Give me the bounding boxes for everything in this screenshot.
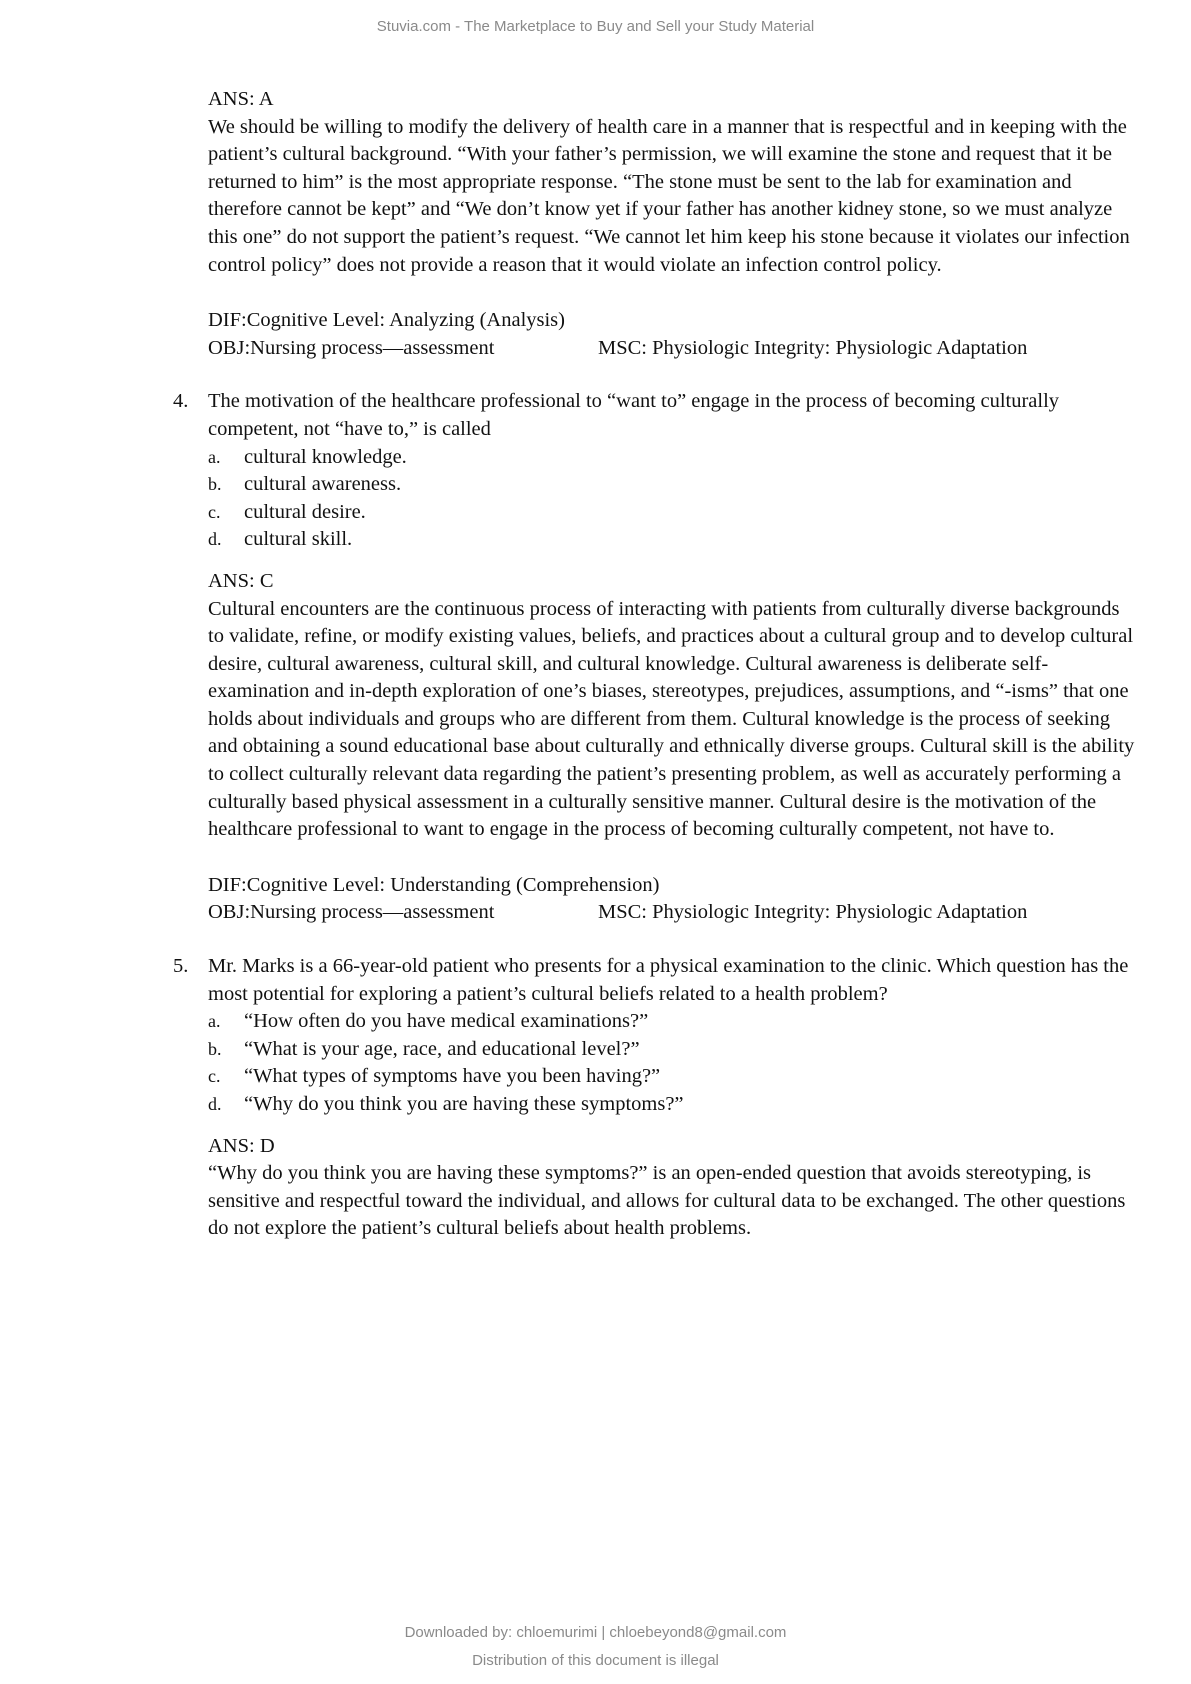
option-letter: b. (208, 474, 222, 495)
footer-distribution-notice: Distribution of this document is illegal (472, 1652, 719, 1669)
question-4 (173, 388, 1138, 927)
option-c-q5 (208, 1063, 1138, 1091)
question-number-4: 4. (173, 390, 189, 413)
answer-block-q3 (208, 86, 1138, 362)
rationale-q3: We should be willing to modify the delivery of health care in a manner that is respectful and in keeping with the patient’s cultural background. “With your father’s permission, we will examine the stone and request that it be returned to him” is the most appropriate response. “The stone must be sent to the lab for examination and therefore cannot be kept” and “We don’t know yet if your father has another kidney stone, so we must analyze this one” do not support the patient’s request. “We cannot let him keep his stone because it violates our infection control policy” does not provide a reason that it would violate an infection control policy. (208, 115, 1130, 276)
option-text: “What is your age, race, and educational level?” (244, 1037, 640, 1060)
option-b-q4 (208, 471, 1138, 499)
answer-key-q3: ANS: A (208, 88, 274, 110)
option-text: cultural desire. (244, 500, 366, 523)
document-content (173, 86, 1138, 1243)
option-letter: d. (208, 529, 222, 550)
answer-block-q4 (208, 568, 1138, 927)
objective-q4: OBJ:Nursing process—assessment (208, 901, 495, 924)
option-letter: b. (208, 1038, 222, 1059)
footer-downloaded-by: Downloaded by: chloemurimi | chloebeyond8@gmail.com (404, 1624, 787, 1641)
option-letter: a. (208, 446, 221, 467)
option-c-q4 (208, 499, 1138, 527)
metadata-row-q3 (208, 335, 1138, 363)
rationale-q5: “Why do you think you are having these symptoms?” is an open-ended question that avoids stereotyping, is sensitive and respectful toward the individual, and allows for cultural data to be exchanged. The other questions do not explore the patient’s cultural beliefs about health problems. (208, 1162, 1126, 1240)
rationale-q4: Cultural encounters are the continuous process of interacting with patients from culturally diverse backgrounds to validate, refine, or modify existing values, beliefs, and practices about a cultural group and to develop cultural desire, cultural awareness, cultural skill, and cultural knowledge. Cultural awareness is deliberate self-examination and in-depth exploration of one’s biases, stereotypes, prejudices, assumptions, and “-isms” that one holds about individuals and groups who are different from them. Cultural knowledge is the process of seeking and obtaining a sound educational base about culturally and ethnically diverse groups. Cultural skill is the ability to collect culturally relevant data regarding the patient’s presenting problem, as well as accurately performing a culturally based physical assessment in a culturally sensitive manner. Cultural desire is the motivation of the healthcare professional to want to engage in the process of becoming culturally competent, not have to. (208, 597, 1135, 841)
question-stem-4: The motivation of the healthcare professional to “want to” engage in the process of becoming culturally competent, not “have to,” is called (208, 390, 1060, 440)
option-letter: c. (208, 501, 221, 522)
metadata-q3 (208, 307, 1138, 362)
option-letter: d. (208, 1094, 222, 1114)
option-text: cultural skill. (244, 528, 353, 551)
answer-block-q5 (208, 1133, 1138, 1243)
question-stem-5: Mr. Marks is a 66-year-old patient who presents for a physical examination to the clinic. Which question has the most potential for exploring a patient’s cultural beliefs related to a health problem? (208, 955, 1129, 1005)
difficulty-q3: DIF:Cognitive Level: Analyzing (Analysis) (208, 309, 565, 332)
option-letter: a. (208, 1011, 221, 1032)
option-a-q5 (208, 1008, 1138, 1036)
option-text: cultural knowledge. (244, 445, 407, 468)
metadata-row-q4 (208, 899, 1138, 927)
answer-key-q4: ANS: C (208, 569, 274, 592)
msc-q4: MSC: Physiologic Integrity: Physiologic Adaptation (598, 901, 1028, 924)
metadata-q4 (208, 872, 1138, 927)
option-b-q5 (208, 1036, 1138, 1064)
option-d-q5 (208, 1091, 1138, 1119)
question-5 (173, 953, 1138, 1243)
option-text: “How often do you have medical examinations?” (244, 1010, 649, 1033)
difficulty-q4: DIF:Cognitive Level: Understanding (Comprehension) (208, 873, 660, 896)
page-header: Stuvia.com - The Marketplace to Buy and Sell your Study Material (376, 18, 815, 35)
option-text: “Why do you think you are having these symptoms?” (244, 1093, 684, 1115)
option-text: cultural awareness. (244, 473, 402, 496)
objective-q3: OBJ:Nursing process—assessment (208, 336, 495, 359)
option-letter: c. (208, 1066, 221, 1087)
option-text: “What types of symptoms have you been having?” (244, 1065, 661, 1088)
options-q4 (208, 444, 1138, 554)
option-a-q4 (208, 444, 1138, 472)
option-d-q4 (208, 526, 1138, 554)
answer-key-q5: ANS: D (208, 1134, 275, 1157)
question-number-5: 5. (173, 955, 189, 978)
msc-q3: MSC: Physiologic Integrity: Physiologic Adaptation (598, 336, 1028, 359)
options-q5 (208, 1008, 1138, 1118)
